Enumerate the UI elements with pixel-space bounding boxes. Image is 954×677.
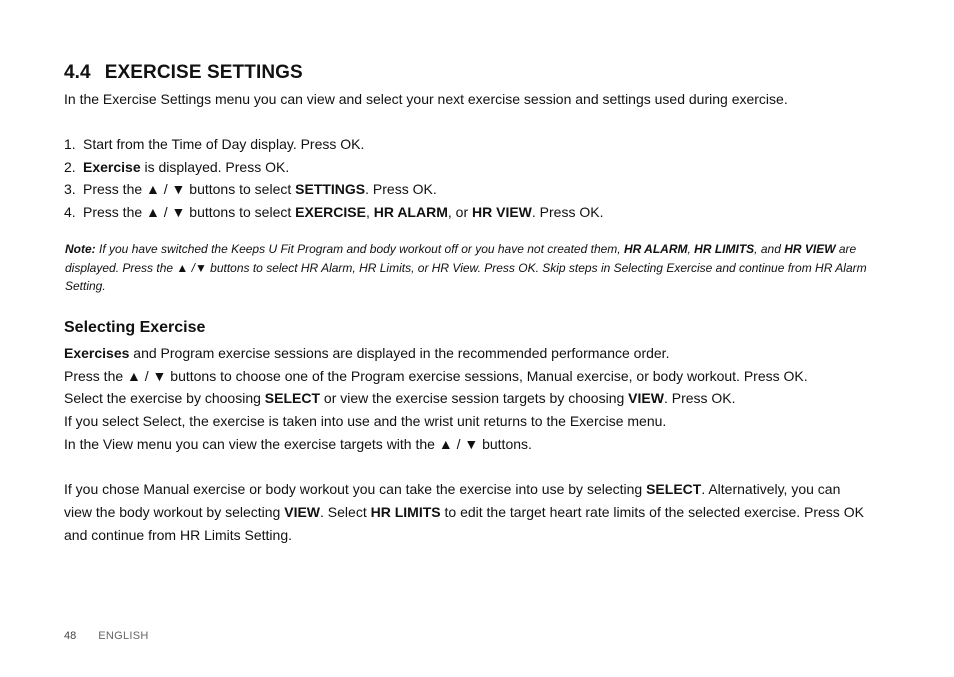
selecting-bold: Exercises: [64, 345, 130, 361]
step-text: Press the ▲ / ▼ buttons to select: [83, 181, 296, 198]
step-bold: SETTINGS: [295, 181, 366, 198]
step-3: [64, 178, 603, 201]
step-text: Start from the Time of Day display. Press OK.: [83, 136, 365, 152]
step-2: [64, 156, 603, 179]
step-number: 1.: [64, 136, 76, 152]
selecting-text: . Press OK.: [663, 390, 736, 407]
step-4: [64, 201, 603, 224]
selecting-text: and Program exercise sessions are displayed in the recommended performance order.: [129, 345, 670, 361]
step-text: ,: [365, 204, 374, 221]
note-text: , and: [754, 242, 785, 256]
note-bold: HR ALARM: [623, 242, 688, 256]
selecting-line-5: In the View menu you can view the exercise targets with the ▲ / ▼ buttons.: [64, 435, 532, 452]
selecting-bold: VIEW: [628, 390, 664, 407]
note-paragraph: [65, 240, 885, 296]
step-text: . Press OK.: [531, 204, 604, 221]
selecting-line-2: Press the ▲ / ▼ buttons to choose one of the Program exercise sessions, Manual exercise, or body workout. Press OK.: [64, 367, 808, 384]
step-bold: HR ALARM: [373, 204, 448, 221]
subsection-title: Selecting Exercise: [64, 319, 206, 336]
manual-bold: HR LIMITS: [370, 504, 441, 520]
step-text: Press the ▲ / ▼ buttons to select: [83, 204, 296, 221]
manual-paragraph: [64, 478, 864, 547]
selecting-bold: SELECT: [264, 390, 321, 407]
selecting-line-1: [64, 342, 808, 365]
selecting-text: Select the exercise by choosing: [64, 390, 265, 407]
step-number: 2.: [64, 158, 76, 175]
steps-list: [64, 133, 603, 224]
page-footer: [64, 630, 149, 642]
section-heading: [64, 62, 303, 84]
selecting-text: or view the exercise session targets by choosing: [320, 390, 629, 407]
selecting-line-4: If you select Select, the exercise is taken into use and the wrist unit returns to the Exercise menu.: [64, 413, 667, 430]
selecting-paragraph: [64, 342, 808, 456]
manual-text: . Alternatively, you can view the body workout by selecting: [64, 481, 841, 520]
step-bold: EXERCISE: [295, 204, 366, 221]
note-text: If you have switched the Keeps U Fit Program and body workout off or you have not created them,: [95, 242, 624, 256]
step-bold: Exercise: [83, 158, 141, 175]
note-label: Note:: [65, 242, 96, 256]
step-1: [64, 133, 603, 156]
step-text: . Press OK.: [365, 181, 437, 198]
section-title: EXERCISE SETTINGS: [104, 62, 303, 83]
step-text: , or: [447, 204, 472, 221]
step-number: 4.: [64, 204, 76, 221]
note-text: are displayed. Press the ▲ /▼ buttons to select HR Alarm, HR Limits, or HR View. Press OK. Skip steps in Selecting Exercise and continue from HR Alarm Setting.: [65, 242, 867, 293]
intro-paragraph: In the Exercise Settings menu you can view and select your next exercise session and settings used during exercise.: [64, 91, 788, 107]
manual-text: to edit the target heart rate limits of the selected exercise. Press OK and continue from HR Limits Setting.: [64, 504, 864, 543]
selecting-line-3: [64, 387, 808, 410]
page-number: 48: [64, 630, 77, 642]
step-text: is displayed. Press OK.: [140, 158, 290, 175]
manual-text: If you chose Manual exercise or body workout you can take the exercise into use by selecting: [64, 481, 647, 497]
note-bold: HR LIMITS: [694, 242, 755, 256]
footer-language: ENGLISH: [98, 630, 149, 642]
manual-bold: VIEW: [284, 504, 321, 520]
section-number: 4.4: [64, 62, 91, 83]
manual-bold: SELECT: [646, 481, 702, 497]
note-bold: HR VIEW: [784, 242, 836, 256]
step-number: 3.: [64, 181, 76, 198]
manual-text: . Select: [320, 504, 371, 520]
step-bold: HR VIEW: [472, 204, 532, 221]
note-text: ,: [687, 242, 695, 256]
